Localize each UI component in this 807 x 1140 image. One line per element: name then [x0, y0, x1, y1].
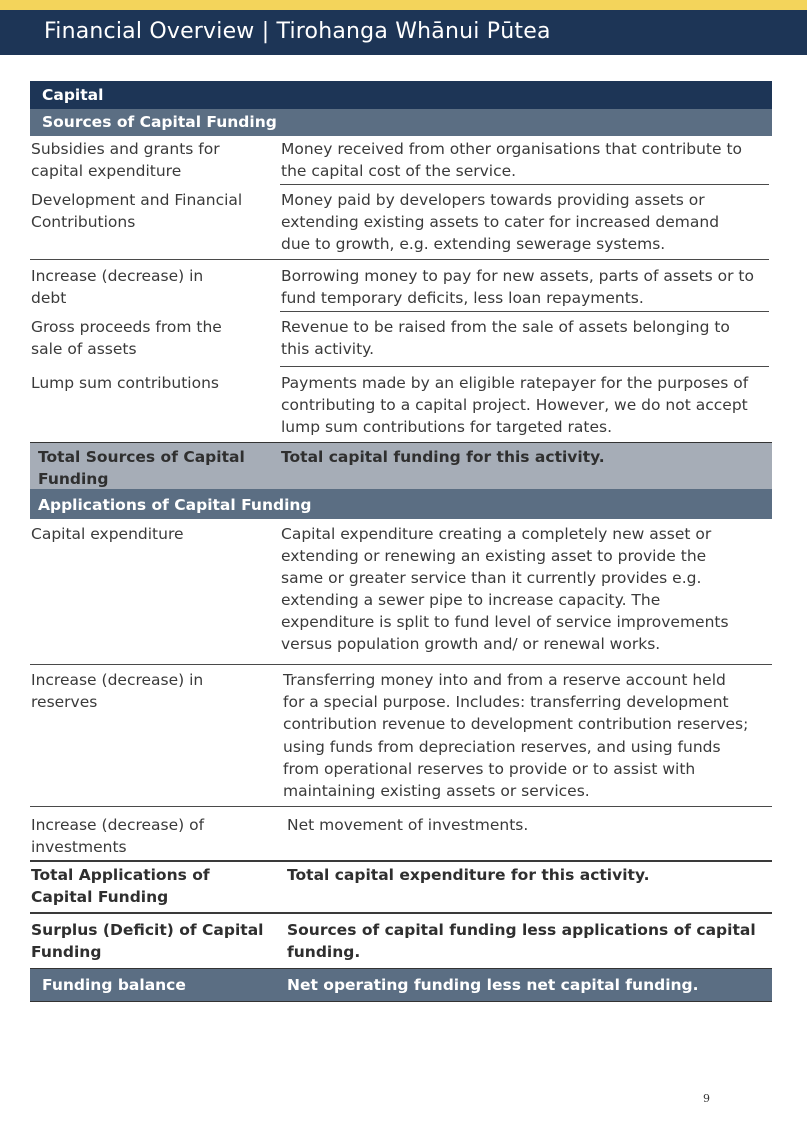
row-label: debt: [31, 289, 67, 307]
row-description: the capital cost of the service.: [281, 162, 517, 180]
row-divider: [30, 664, 772, 665]
funding-balance-row: [30, 968, 772, 1002]
row-label: Increase (decrease) in: [31, 267, 204, 285]
row-label: Increase (decrease) in: [31, 671, 204, 689]
surplus-label: Funding: [31, 943, 102, 961]
row-description: Money received from other organisations that contribute to: [281, 140, 743, 158]
row-label: Subsidies and grants for: [31, 140, 220, 158]
row-description: Borrowing money to pay for new assets, parts of assets or to: [281, 267, 754, 285]
total-applications-description: Total capital expenditure for this activity.: [287, 866, 650, 884]
top-accent-stripe: [0, 0, 807, 10]
page-title: Financial Overview | Tirohanga Whānui Pūtea: [44, 19, 551, 44]
row-label: Increase (decrease) of: [31, 816, 205, 834]
row-label: Contributions: [31, 213, 136, 231]
row-description: extending or renewing an existing asset to provide the: [281, 547, 707, 565]
row-label: Gross proceeds from the: [31, 318, 222, 336]
row-description: from operational reserves to provide or to assist with: [283, 760, 696, 778]
row-description: versus population growth and/ or renewal works.: [281, 635, 661, 653]
row-label: Capital expenditure: [31, 525, 184, 543]
total-applications-label: Capital Funding: [31, 888, 169, 906]
capital-heading-bar: [30, 81, 772, 109]
row-description: same or greater service than it currently provides e.g.: [281, 569, 702, 587]
row-label: capital expenditure: [31, 162, 182, 180]
row-divider: [30, 912, 772, 914]
applications-heading-bar: [30, 489, 772, 519]
row-label: investments: [31, 838, 127, 856]
row-divider: [280, 366, 769, 367]
sources-heading: Sources of Capital Funding: [42, 113, 277, 131]
row-divider: [280, 184, 769, 185]
row-label: Development and Financial: [31, 191, 243, 209]
sources-heading-bar: [30, 109, 772, 136]
row-divider: [280, 311, 769, 312]
row-divider: [30, 860, 772, 862]
surplus-description: funding.: [287, 943, 361, 961]
surplus-description: Sources of capital funding less applications of capital: [287, 921, 756, 939]
total-sources-label: Funding: [38, 470, 109, 488]
row-description: using funds from depreciation reserves, and using funds: [283, 738, 721, 756]
row-description: Money paid by developers towards providing assets or: [281, 191, 705, 209]
row-description: for a special purpose. Includes: transferring development: [283, 693, 729, 711]
row-description: lump sum contributions for targeted rates.: [281, 418, 613, 436]
total-sources-row: [30, 442, 772, 489]
row-description: Transferring money into and from a reserve account held: [283, 671, 726, 689]
row-label: Lump sum contributions: [31, 374, 219, 392]
row-description: Revenue to be raised from the sale of assets belonging to: [281, 318, 730, 336]
row-divider: [30, 259, 769, 260]
row-description: Capital expenditure creating a completely new asset or: [281, 525, 712, 543]
row-description: due to growth, e.g. extending sewerage systems.: [281, 235, 666, 253]
surplus-label: Surplus (Deficit) of Capital: [31, 921, 264, 939]
total-sources-label: Total Sources of Capital: [38, 448, 245, 466]
row-description: contribution revenue to development contribution reserves;: [283, 715, 749, 733]
row-description: expenditure is split to fund level of service improvements: [281, 613, 729, 631]
row-description: fund temporary deficits, less loan repayments.: [281, 289, 644, 307]
total-applications-label: Total Applications of: [31, 866, 210, 884]
row-description: maintaining existing assets or services.: [283, 782, 590, 800]
capital-heading: Capital: [42, 86, 104, 104]
row-description: extending existing assets to cater for increased demand: [281, 213, 720, 231]
row-divider: [30, 806, 772, 807]
funding-balance-label: Funding balance: [42, 976, 186, 994]
total-sources-description: Total capital funding for this activity.: [281, 448, 605, 466]
page-number: 9: [703, 1092, 710, 1105]
row-description: extending a sewer pipe to increase capacity. The: [281, 591, 661, 609]
row-description: this activity.: [281, 340, 375, 358]
row-description: Payments made by an eligible ratepayer for the purposes of: [281, 374, 749, 392]
row-description: contributing to a capital project. However, we do not accept: [281, 396, 748, 414]
funding-balance-description: Net operating funding less net capital funding.: [287, 976, 699, 994]
row-label: sale of assets: [31, 340, 137, 358]
row-description: Net movement of investments.: [287, 816, 529, 834]
applications-heading: Applications of Capital Funding: [38, 496, 312, 514]
row-label: reserves: [31, 693, 98, 711]
